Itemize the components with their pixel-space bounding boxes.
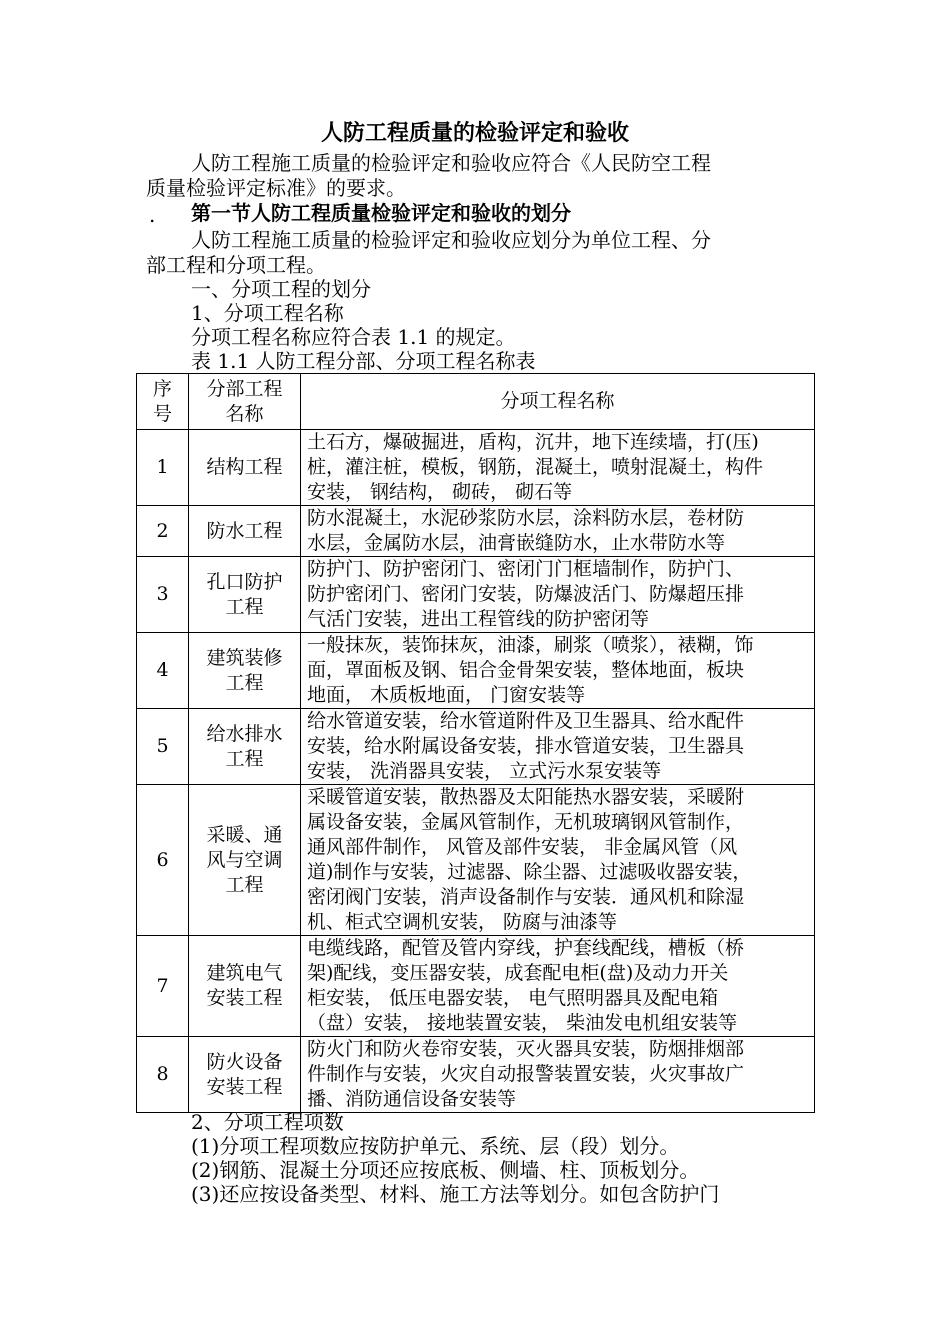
table-row <box>137 557 815 633</box>
items-line: 气活门安装，进出工程管线的防护密闭等 <box>307 608 650 630</box>
row-number: 8 <box>137 1037 189 1113</box>
table-row <box>137 936 815 1037</box>
items-line: 道)制作与安装，过滤器、除尘器、过滤吸收器安装， <box>307 861 752 883</box>
section-text-line-2: 部工程和分项工程。 <box>146 253 326 277</box>
items-line: 通风部件制作， 风管及部件安装， 非金属风管（风 <box>307 836 738 858</box>
category-cell <box>189 936 301 1037</box>
items-cell <box>301 936 815 1037</box>
items-cell <box>301 785 815 936</box>
row-number: 5 <box>137 709 189 785</box>
items-line: 安装， 钢结构， 砌砖， 砌石等 <box>307 481 573 503</box>
item1-heading: 1、分项工程名称 <box>191 301 344 325</box>
items-cell <box>301 709 815 785</box>
items-line: 采暖管道安装，散热器及太阳能热水器安装，采暖附 <box>307 786 745 808</box>
items-line: 防护门、防护密闭门、密闭门门框墙制作，防护门、 <box>307 558 745 580</box>
project-name-table <box>136 373 815 1113</box>
table-row <box>137 633 815 709</box>
header-category <box>189 374 301 430</box>
items-cell <box>301 1037 815 1113</box>
category-line: 建筑装修 <box>206 646 283 669</box>
category-cell <box>189 557 301 633</box>
header-no <box>137 374 189 430</box>
items-line: 防火门和防火卷帘安装，灭火器具安装，防烟排烟部 <box>307 1038 745 1060</box>
item2-point-1: (1)分项工程项数应按防护单元、系统、层（段）划分。 <box>191 1134 680 1158</box>
table-row <box>137 1037 815 1113</box>
category-cell <box>189 430 301 506</box>
table-body <box>137 430 815 1113</box>
row-number: 2 <box>137 506 189 557</box>
items-line: 件制作与安装，火灾自动报警装置安装，火灾事故广 <box>307 1063 745 1085</box>
items-line: 防水混凝土，水泥砂浆防水层，涂料防水层，卷材防 <box>307 507 745 529</box>
items-line: 防护密闭门、密闭门安装，防爆波活门、防爆超压排 <box>307 583 745 605</box>
items-line: 土石方，爆破掘进，盾构，沉井，地下连续墙，打(压) <box>307 431 759 453</box>
section-marker: . <box>149 203 156 227</box>
item2-point-2: (2)钢筋、混凝土分项还应按底板、侧墙、柱、顶板划分。 <box>191 1158 700 1182</box>
items-line: 水层，金属防水层，油膏嵌缝防水，止水带防水等 <box>307 532 726 554</box>
category-line: 建筑电气 <box>206 962 283 984</box>
category-line: 防火设备 <box>206 1050 283 1073</box>
items-line: 属设备安装，金属风管制作，无机玻璃钢风管制作， <box>307 811 745 833</box>
category-line: 防水工程 <box>206 519 283 542</box>
category-line: 工程 <box>225 671 264 694</box>
section-heading: 第一节人防工程质量检验评定和验收的划分 <box>191 201 571 225</box>
items-line: 柜安装， 低压电器安装， 电气照明器具及配电箱 <box>307 987 719 1009</box>
items-line: 电缆线路，配管及管内穿线，护套线配线，槽板（桥 <box>307 937 745 959</box>
items-cell <box>301 557 815 633</box>
item2-point-3: (3)还应按设备类型、材料、施工方法等划分。如包含防护门 <box>191 1182 720 1206</box>
category-cell <box>189 633 301 709</box>
subsection-heading: 一、分项工程的划分 <box>191 277 371 301</box>
category-line: 采暖、通 <box>206 823 283 846</box>
category-line: 给水排水 <box>206 722 283 745</box>
items-line: （盘）安装， 接地装置安装， 柴油发电机组安装等 <box>307 1012 738 1034</box>
header-items: 分项工程名称 <box>301 374 815 430</box>
items-line: 密闭阀门安装，消声设备制作与安装．通风机和除湿 <box>307 886 745 908</box>
document-title: 人防工程质量的检验评定和验收 <box>320 121 629 146</box>
category-cell <box>189 506 301 557</box>
category-cell <box>189 709 301 785</box>
row-number: 4 <box>137 633 189 709</box>
table-header-row <box>137 374 815 430</box>
items-cell <box>301 633 815 709</box>
item1-text: 分项工程名称应符合表 1.1 的规定。 <box>191 325 516 349</box>
items-cell <box>301 430 815 506</box>
table-row <box>137 785 815 936</box>
header-category-line: 分部工程 <box>206 377 283 400</box>
category-line: 风与空调 <box>206 848 283 871</box>
intro-line-2: 质量检验评定标准》的要求。 <box>146 176 406 200</box>
table-row <box>137 709 815 785</box>
items-line: 安装，给水附属设备安装，排水管道安装，卫生器具 <box>307 735 745 757</box>
category-line: 孔口防护 <box>206 570 283 593</box>
row-number: 7 <box>137 936 189 1037</box>
items-line: 一般抹灰，装饰抹灰，油漆，刷浆（喷浆），裱糊，饰 <box>307 634 754 656</box>
category-cell <box>189 1037 301 1113</box>
items-line: 给水管道安装，给水管道附件及卫生器具、给水配件 <box>307 710 745 732</box>
header-no-line: 序 <box>152 377 172 400</box>
section-text-line-1: 人防工程施工质量的检验评定和验收应划分为单位工程、分 <box>191 228 711 252</box>
items-line: 面，罩面板及钢、铝合金骨架安装，整体地面，板块 <box>307 659 745 681</box>
items-cell <box>301 506 815 557</box>
table-row <box>137 506 815 557</box>
category-line: 安装工程 <box>206 1075 283 1098</box>
table-caption: 表 1.1 人防工程分部、分项工程名称表 <box>191 349 536 373</box>
row-number: 3 <box>137 557 189 633</box>
category-line: 工程 <box>225 595 264 618</box>
intro-line-1: 人防工程施工质量的检验评定和验收应符合《人民防空工程 <box>191 151 711 175</box>
item2-heading: 2、分项工程项数 <box>191 1110 344 1134</box>
category-cell <box>189 785 301 936</box>
category-line: 工程 <box>225 747 264 770</box>
category-line: 安装工程 <box>206 987 283 1009</box>
row-number: 1 <box>137 430 189 506</box>
items-line: 地面， 木质板地面， 门窗安装等 <box>307 684 586 706</box>
header-no-line: 号 <box>152 402 172 425</box>
items-line: 桩，灌注桩，模板，钢筋，混凝土，喷射混凝土，构件 <box>307 456 764 478</box>
items-line: 安装， 洗消器具安装， 立式污水泵安装等 <box>307 760 662 782</box>
table-row <box>137 430 815 506</box>
header-category-line: 名称 <box>225 402 264 425</box>
category-line: 结构工程 <box>206 456 283 478</box>
category-line: 工程 <box>225 873 264 896</box>
items-line: 机、柜式空调机安装， 防腐与油漆等 <box>307 911 618 933</box>
items-line: 架)配线，变压器安装，成套配电柜(盘)及动力开关 <box>307 962 729 984</box>
items-line: 播、消防通信设备安装等 <box>307 1088 517 1110</box>
row-number: 6 <box>137 785 189 936</box>
